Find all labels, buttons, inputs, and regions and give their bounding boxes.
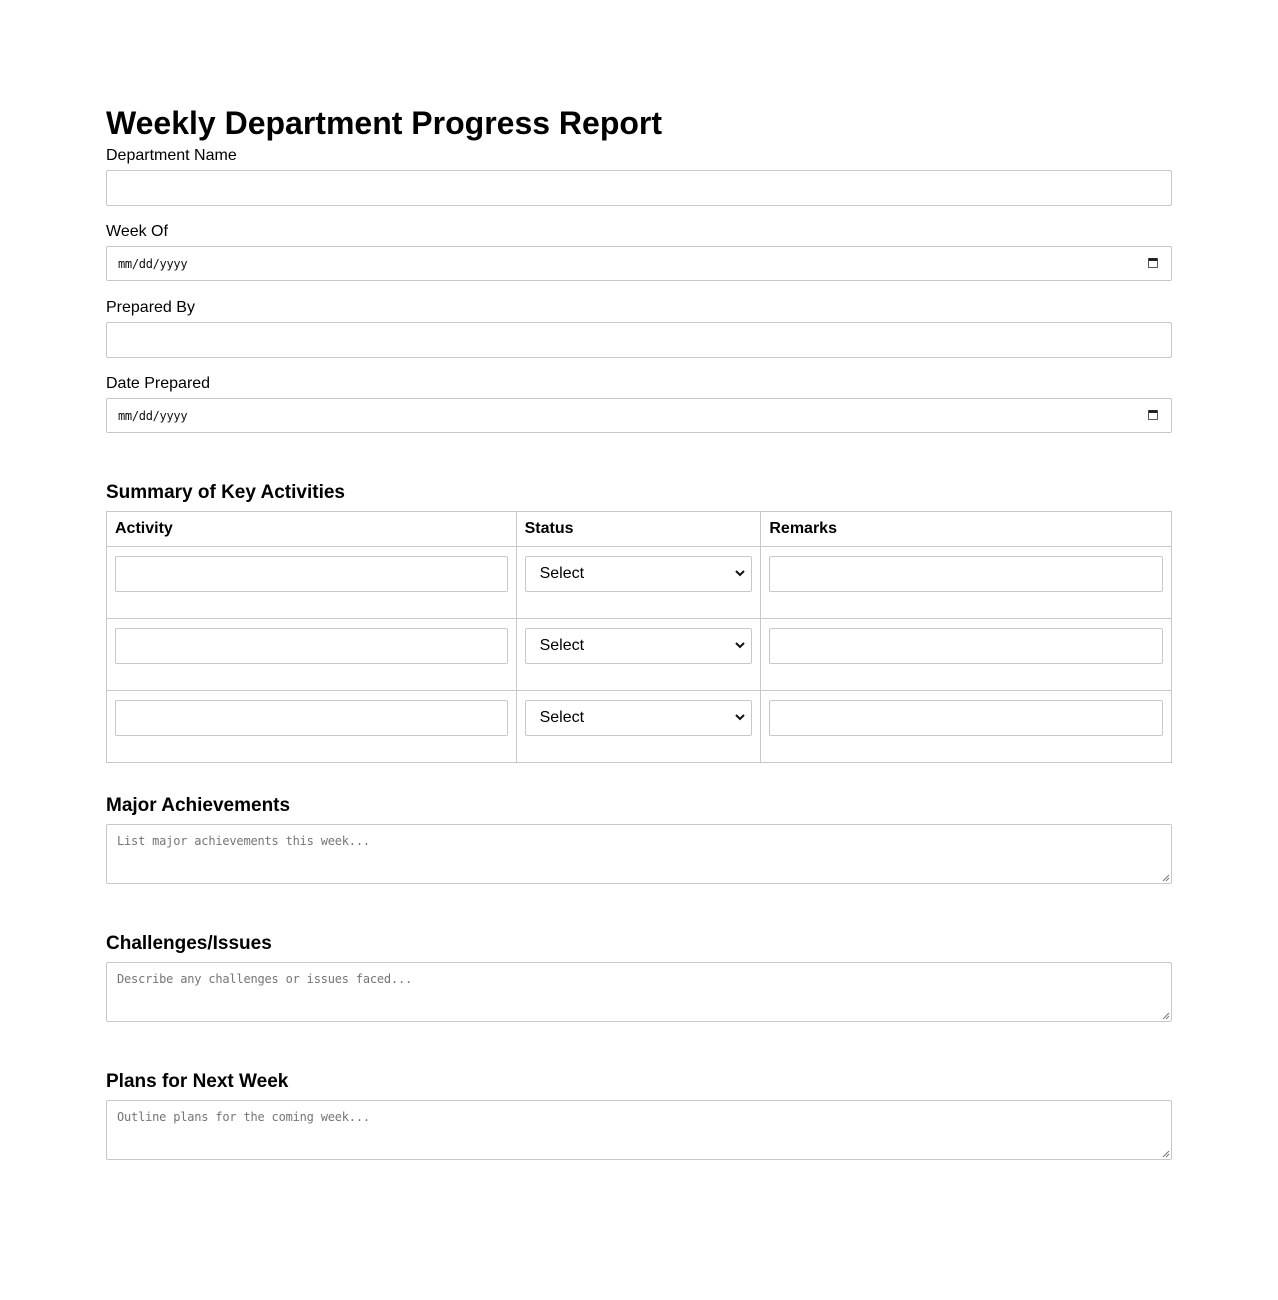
week-of-placeholder: mm/dd/yyyy bbox=[118, 257, 188, 271]
week-of-label: Week Of bbox=[106, 223, 168, 240]
date-prepared-label: Date Prepared bbox=[106, 375, 211, 392]
chevron-down-icon bbox=[734, 637, 746, 653]
calendar-icon[interactable] bbox=[1148, 410, 1158, 420]
department-name-input[interactable] bbox=[106, 170, 1172, 206]
activities-table bbox=[106, 511, 1172, 763]
week-of-date-input[interactable] bbox=[106, 246, 1172, 281]
department-name-label: Department Name bbox=[106, 147, 237, 164]
page-title: Weekly Department Progress Report bbox=[106, 105, 663, 141]
prepared-by-label: Prepared By bbox=[106, 299, 195, 316]
activity-input[interactable] bbox=[115, 628, 508, 664]
chevron-down-icon bbox=[734, 709, 746, 725]
activity-input[interactable] bbox=[115, 700, 508, 736]
challenges-textarea[interactable] bbox=[106, 962, 1172, 1022]
challenges-title: Challenges/Issues bbox=[106, 933, 272, 954]
remarks-input[interactable] bbox=[769, 700, 1163, 736]
status-select-value: Select bbox=[539, 709, 585, 726]
column-header-remarks: Remarks bbox=[761, 512, 1172, 547]
achievements-textarea[interactable] bbox=[106, 824, 1172, 884]
status-select[interactable] bbox=[525, 556, 753, 592]
table-row bbox=[107, 691, 1172, 763]
summary-title: Summary of Key Activities bbox=[106, 482, 345, 503]
date-prepared-date-input[interactable] bbox=[106, 398, 1172, 433]
remarks-input[interactable] bbox=[769, 556, 1163, 592]
plans-placeholder: Outline plans for the coming week... bbox=[117, 1110, 370, 1124]
status-select-value: Select bbox=[539, 565, 585, 582]
calendar-icon[interactable] bbox=[1148, 258, 1158, 268]
table-header-row bbox=[107, 512, 1172, 547]
report-form bbox=[106, 100, 1172, 1160]
resize-handle-icon[interactable] bbox=[1161, 873, 1170, 882]
achievements-placeholder: List major achievements this week... bbox=[117, 834, 370, 848]
status-select[interactable] bbox=[525, 628, 753, 664]
chevron-down-icon bbox=[734, 565, 746, 581]
table-row bbox=[107, 619, 1172, 691]
challenges-placeholder: Describe any challenges or issues faced... bbox=[117, 972, 413, 986]
table-row bbox=[107, 547, 1172, 619]
summary-section bbox=[106, 482, 1172, 763]
status-select[interactable] bbox=[525, 700, 753, 736]
resize-handle-icon[interactable] bbox=[1161, 1149, 1170, 1158]
challenges-section bbox=[106, 933, 1172, 1022]
column-header-activity: Activity bbox=[107, 512, 517, 547]
activity-input[interactable] bbox=[115, 556, 508, 592]
prepared-by-input[interactable] bbox=[106, 322, 1172, 358]
status-select-value: Select bbox=[539, 637, 585, 654]
date-prepared-group bbox=[106, 375, 1172, 433]
prepared-by-group bbox=[106, 299, 1172, 358]
plans-section bbox=[106, 1071, 1172, 1160]
week-of-group bbox=[106, 223, 1172, 281]
achievements-section bbox=[106, 795, 1172, 884]
date-prepared-placeholder: mm/dd/yyyy bbox=[118, 409, 188, 423]
department-name-group bbox=[106, 147, 1172, 206]
achievements-title: Major Achievements bbox=[106, 795, 291, 816]
resize-handle-icon[interactable] bbox=[1161, 1011, 1170, 1020]
plans-textarea[interactable] bbox=[106, 1100, 1172, 1160]
plans-title: Plans for Next Week bbox=[106, 1071, 289, 1092]
column-header-status: Status bbox=[516, 512, 761, 547]
remarks-input[interactable] bbox=[769, 628, 1163, 664]
